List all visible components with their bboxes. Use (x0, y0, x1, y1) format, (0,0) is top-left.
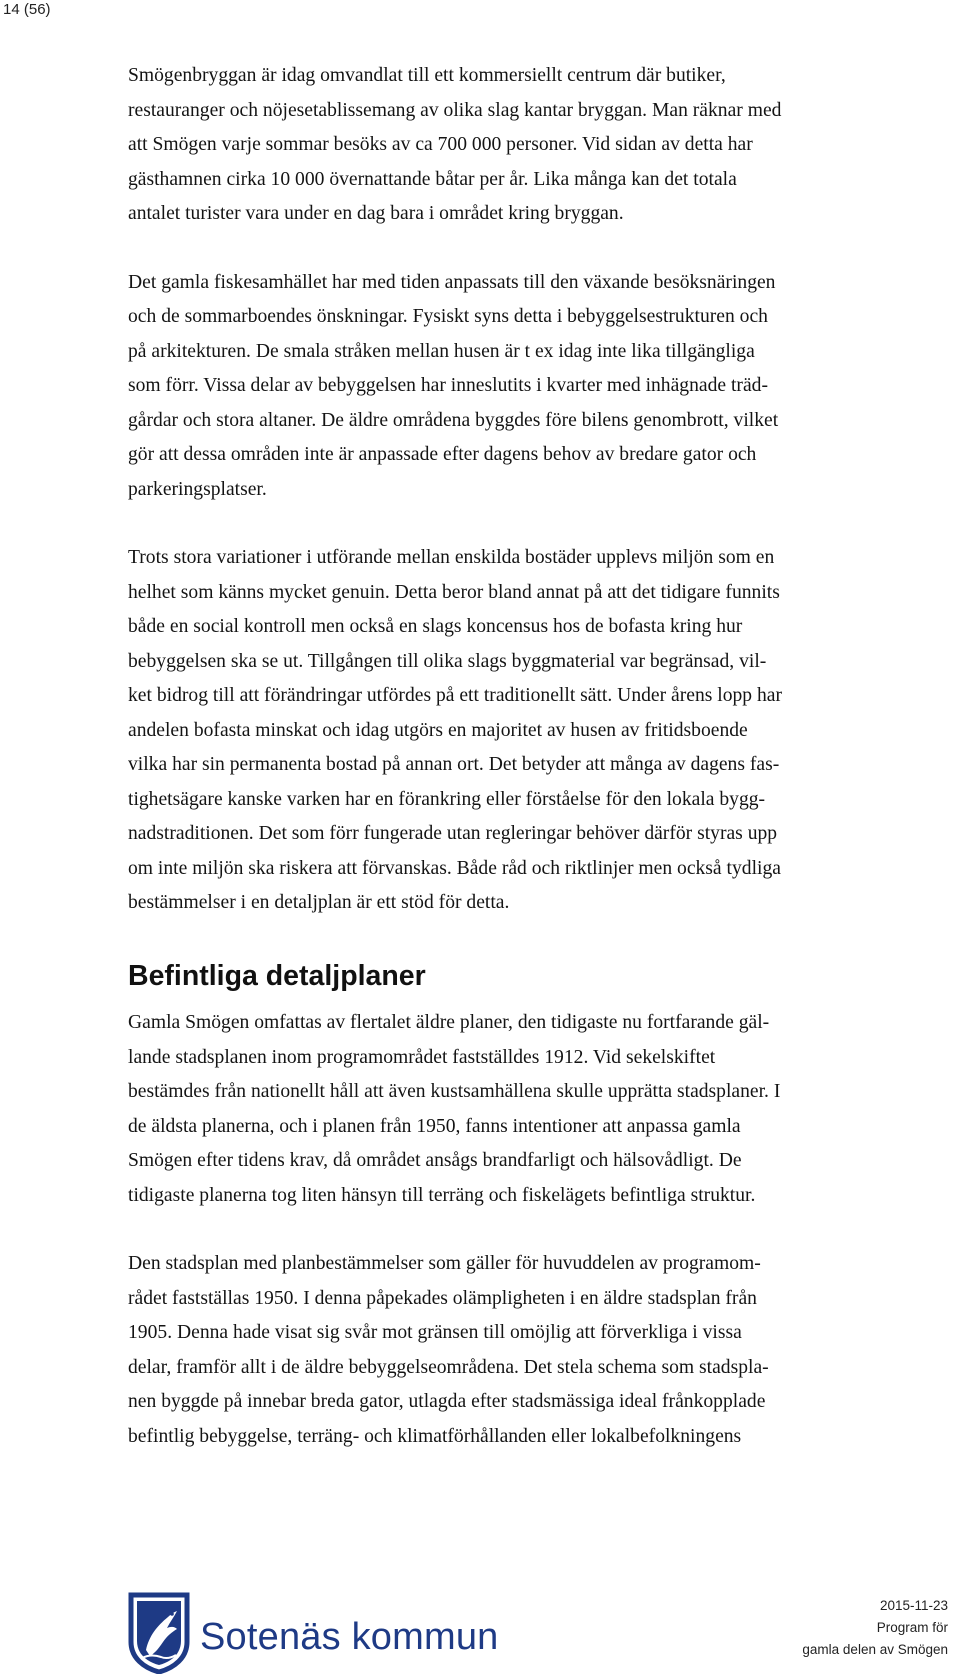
text-line: bestämmelser i en detaljplan är ett stöd för detta. (128, 892, 510, 913)
text-line: vilka har sin permanenta bostad på annan ort. Det betyder att många av dagens fas- (128, 754, 780, 775)
section-paragraph-1 (128, 1006, 960, 1213)
text-line: andelen bofasta minskat och idag utgörs en majoritet av husen av fritidsboende (128, 719, 748, 741)
text-line: bebyggelsen ska se ut. Tillgången till olika slags byggmaterial var begränsad, vil- (128, 650, 767, 672)
page-number: 14 (56) (3, 1, 51, 18)
text-line: parkeringsplatser. (128, 478, 267, 500)
sotenas-coat-of-arms-icon (128, 1592, 190, 1674)
footer-meta (802, 1595, 948, 1661)
text-line: befintlig bebyggelse, terräng- och klimatförhållanden eller lokalbefolkningens (128, 1425, 742, 1447)
text-line: de äldsta planerna, och i planen från 1950, fanns intentioner att anpassa gamla (128, 1115, 741, 1137)
document-title-line-1: Program för (876, 1620, 948, 1635)
section-body-text (128, 1006, 960, 1454)
text-line: gör att dessa områden inte är anpassade efter dagens behov av bredare gator och (128, 444, 757, 465)
text-line: att Smögen varje sommar besöks av ca 700 000 personer. Vid sidan av detta har (128, 134, 753, 155)
text-line: och de sommarboendes önskningar. Fysiskt syns detta i bebyggelsestrukturen och (128, 306, 768, 327)
text-line: tighetsägare kanske varken har en förankring eller förståelse för den lokala bygg- (128, 788, 766, 810)
text-line: på arkitekturen. De smala stråken mellan husen är t ex idag inte lika tillgängliga (128, 340, 755, 362)
text-line: både en social kontroll men också en slags koncensus hos de bofasta kring hur (128, 616, 743, 637)
text-line: Smögen efter tidens krav, då området ansågs brandfarligt och hälsovådligt. De (128, 1150, 742, 1171)
text-line: antalet turister vara under en dag bara i området kring bryggan. (128, 203, 624, 224)
paragraph-3 (128, 541, 960, 921)
text-line: Trots stora variationer i utförande mellan enskilda bostäder upplevs miljön som en (128, 547, 775, 568)
document-title-line-2: gamla delen av Smögen (802, 1642, 948, 1657)
text-line: Smögenbryggan är idag omvandlat till ett kommersiellt centrum där butiker, (128, 65, 726, 86)
org-name: Sotenäs kommun (200, 1615, 499, 1658)
text-line: 1905. Denna hade visat sig svår mot gränsen till omöjlig att förverkliga i vissa (128, 1322, 742, 1343)
section-heading: Befintliga detaljplaner (128, 960, 426, 992)
text-line: nadstraditionen. Det som förr fungerade utan regleringar behöver därför styras upp (128, 823, 778, 844)
text-line: rådet fastställas 1950. I denna påpekades olämpligheten i en äldre stadsplan från (128, 1287, 757, 1309)
document-date: 2015-11-23 (879, 1598, 948, 1613)
text-line: lande stadsplanen inom programområdet fastställdes 1912. Vid sekelskiftet (128, 1046, 716, 1068)
text-line: Det gamla fiskesamhället har med tiden anpassats till den växande besöksnäringen (128, 271, 776, 293)
text-line: om inte miljön ska riskera att förvanskas. Både råd och riktlinjer men också tydliga (128, 857, 781, 879)
text-line: tidigaste planerna tog liten hänsyn till terräng och fiskelägets befintliga struktur. (128, 1184, 756, 1206)
text-line: nen byggde på innebar breda gator, utlagda efter stadsmässiga ideal frånkopplade (128, 1391, 766, 1412)
text-line: ket bidrog till att förändringar utfördes på ett traditionellt sätt. Under årens lopp har (128, 685, 783, 706)
text-line: Den stadsplan med planbestämmelser som gäller för huvuddelen av programom- (128, 1253, 761, 1274)
paragraph-2 (128, 266, 960, 508)
text-line: gårdar och stora altaner. De äldre områdena byggdes före bilens genombrott, vilket (128, 409, 779, 431)
footer-logo (128, 1590, 499, 1676)
section-paragraph-2 (128, 1247, 960, 1454)
text-line: som förr. Vissa delar av bebyggelsen har inneslutits i kvarter med inhägnade träd- (128, 375, 768, 396)
paragraph-1 (128, 59, 960, 232)
text-line: restauranger och nöjesetablissemang av olika slag kantar bryggan. Man räknar med (128, 99, 782, 121)
body-text (128, 59, 960, 921)
text-line: gästhamnen cirka 10 000 övernattande båtar per år. Lika många kan det totala (128, 168, 737, 190)
text-line: delar, framför allt i de äldre bebyggelseområdena. Det stela schema som stadspla- (128, 1356, 769, 1378)
text-line: bestämdes från nationellt håll att även kustsamhällena skulle upprätta stadsplaner. I (128, 1081, 781, 1102)
text-line: helhet som känns mycket genuin. Detta beror bland annat på att det tidigare funnits (128, 581, 780, 603)
text-line: Gamla Smögen omfattas av flertalet äldre planer, den tidigaste nu fortfarande gäl- (128, 1012, 770, 1033)
